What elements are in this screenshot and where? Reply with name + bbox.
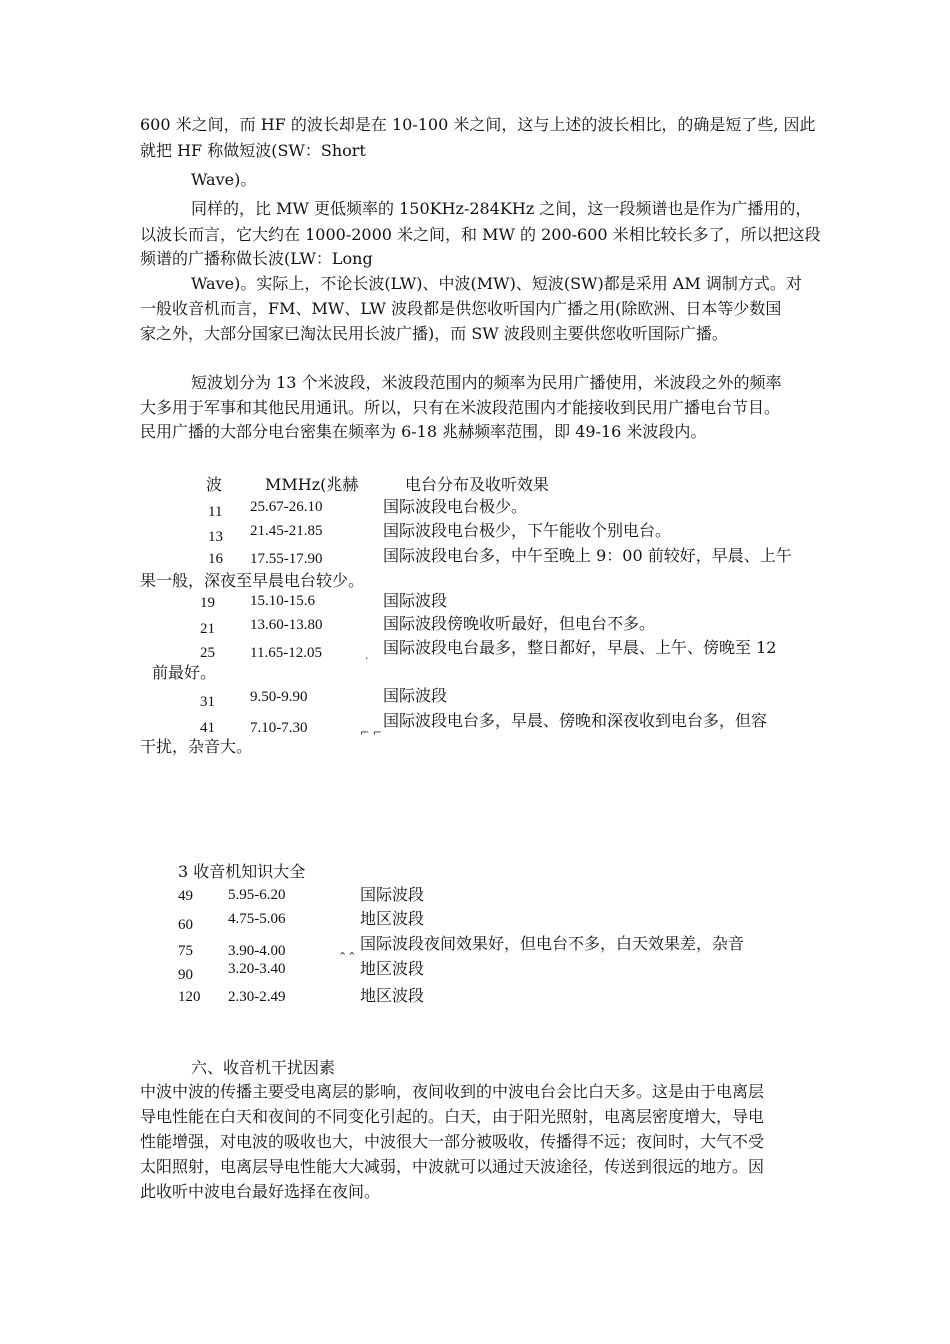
table-cell-band: 21 (200, 621, 215, 637)
table-cell-band: 75 (178, 943, 193, 959)
table-cell-band: 25 (200, 645, 215, 661)
table-cell-description: 国际波段夜间效果好，但电台不多，白天效果差，杂音 (360, 934, 745, 953)
table-cell-description: 地区波段 (360, 959, 425, 978)
table-cell-band: 13 (208, 529, 223, 545)
table-cell-description: 国际波段 (383, 591, 448, 610)
paragraph-line: 导电性能在白天和夜间的不同变化引起的。白天，由于阳光照射，电离层密度增大，导电 (140, 1107, 765, 1126)
paragraph-line: 太阳照射，电离层导电性能大大减弱，中波就可以通过天波途径，传送到很远的地方。因 (140, 1157, 765, 1176)
paragraph-line: Wave)。 (191, 170, 257, 189)
paragraph-line: 同样的，比 MW 更低频率的 150KHz-284KHz 之间，这一段频谱也是作为广播用的， (191, 199, 812, 218)
table-cell-description: 地区波段 (360, 909, 425, 928)
table-cell-frequency: 2.30-2.49 (228, 989, 286, 1005)
table-cell-description: 国际波段电台极少。 (383, 497, 528, 516)
table-cell-band: 41 (200, 720, 215, 736)
table-cell-frequency: 13.60-13.80 (250, 617, 323, 633)
table-cell-description: 国际波段 (360, 885, 425, 904)
table-cell-description: 国际波段傍晚收听最好，但电台不多。 (383, 614, 656, 633)
table-cell-band: 31 (200, 694, 215, 710)
table-cell-frequency: 5.95-6.20 (228, 887, 286, 903)
section-title: 3 收音机知识大全 (178, 862, 306, 881)
table-cell-frequency: 11.65-12.05 (250, 645, 322, 661)
paragraph-line: 大多用于军事和其他民用通讯。所以，只有在米波段范围内才能接收到民用广播电台节目。 (140, 398, 781, 417)
table-cell-frequency: 3.20-3.40 (228, 961, 286, 977)
table-cell-frequency: 3.90-4.00 (228, 943, 286, 959)
table-header-band: 波 (206, 475, 223, 494)
table-cell-description-continued: 干扰，杂音大。 (140, 737, 253, 756)
table-cell-description: 国际波段 (383, 686, 448, 705)
table-cell-frequency: 4.75-5.06 (228, 911, 286, 927)
table-cell-frequency: 21.45-21.85 (250, 523, 323, 539)
table-cell-band: 16 (208, 551, 223, 567)
table-cell-band: 11 (208, 504, 223, 520)
table-cell-description: 国际波段电台极少，下午能收个别电台。 (383, 521, 672, 540)
table-header-description: 电台分布及收听效果 (405, 475, 550, 494)
table-cell-frequency: 25.67-26.10 (250, 499, 323, 515)
table-cell-description-continued: 前最好。 (152, 663, 217, 682)
table-cell-description: 国际波段电台多，中午至晚上 9：00 前较好，早晨、上午 (383, 546, 792, 565)
paragraph-line: Wave)。实际上，不论长波(LW)、中波(MW)、短波(SW)都是采用 AM 调制方式。对 (191, 274, 802, 293)
table-cell-band: 90 (178, 967, 193, 983)
stray-mark: . (365, 649, 369, 662)
table-cell-band: 120 (178, 989, 201, 1005)
table-cell-description-continued: 果一般，深夜至早晨电台较少。 (140, 571, 365, 590)
table-cell-band: 49 (178, 888, 193, 904)
paragraph-line: 600 米之间，而 HF 的波长却是在 10-100 米之间，这与上述的波长相比，的确是短了些, 因此 (140, 115, 816, 134)
paragraph-line: 以波长而言，它大约在 1000-2000 米之间，和 MW 的 200-600 米相比较长多了，所以把这段 (140, 225, 821, 244)
stray-mark: ⌐ ⌐ (360, 726, 382, 739)
paragraph-line: 中波中波的传播主要受电离层的影响，夜间收到的中波电台会比白天多。这是由于电离层 (140, 1082, 765, 1101)
paragraph-line: 频谱的广播称做长波(LW：Long (140, 249, 373, 268)
paragraph-line: 此收听中波电台最好选择在夜间。 (140, 1182, 381, 1201)
paragraph-line: 民用广播的大部分电台密集在频率为 6-18 兆赫频率范围，即 49-16 米波段内。 (140, 422, 707, 441)
section-heading: 六、收音机干扰因素 (191, 1058, 336, 1077)
table-cell-description: 国际波段电台多，早晨、傍晚和深夜收到电台多，但容 (383, 711, 768, 730)
table-cell-description: 国际波段电台最多，整日都好，早晨、上午、傍晚至 12 (383, 638, 777, 657)
table-cell-band: 19 (200, 595, 215, 611)
paragraph-line: 就把 HF 称做短波(SW：Short (140, 141, 366, 160)
stray-mark: ⌃⌃ (338, 950, 357, 963)
table-cell-frequency: 15.10-15.6 (250, 593, 315, 609)
table-cell-frequency: 9.50-9.90 (250, 689, 308, 705)
paragraph-line: 一般收音机而言，FM、MW、LW 波段都是供您收听国内广播之用(除欧洲、日本等少数国 (140, 299, 782, 318)
paragraph-line: 性能增强，对电波的吸收也大，中波很大一部分被吸收，传播得不远；夜间时，大气不受 (140, 1132, 765, 1151)
paragraph-line: 家之外，大部分国家已淘汰民用长波广播)，而 SW 波段则主要供您收听国际广播。 (140, 324, 728, 343)
table-cell-frequency: 7.10-7.30 (250, 720, 308, 736)
paragraph-line: 短波划分为 13 个米波段，米波段范围内的频率为民用广播使用，米波段之外的频率 (191, 373, 782, 392)
table-cell-band: 60 (178, 917, 193, 933)
table-header-frequency: MMHz(兆赫 (265, 475, 359, 494)
table-cell-description: 地区波段 (360, 986, 425, 1005)
table-cell-frequency: 17.55-17.90 (250, 551, 323, 567)
